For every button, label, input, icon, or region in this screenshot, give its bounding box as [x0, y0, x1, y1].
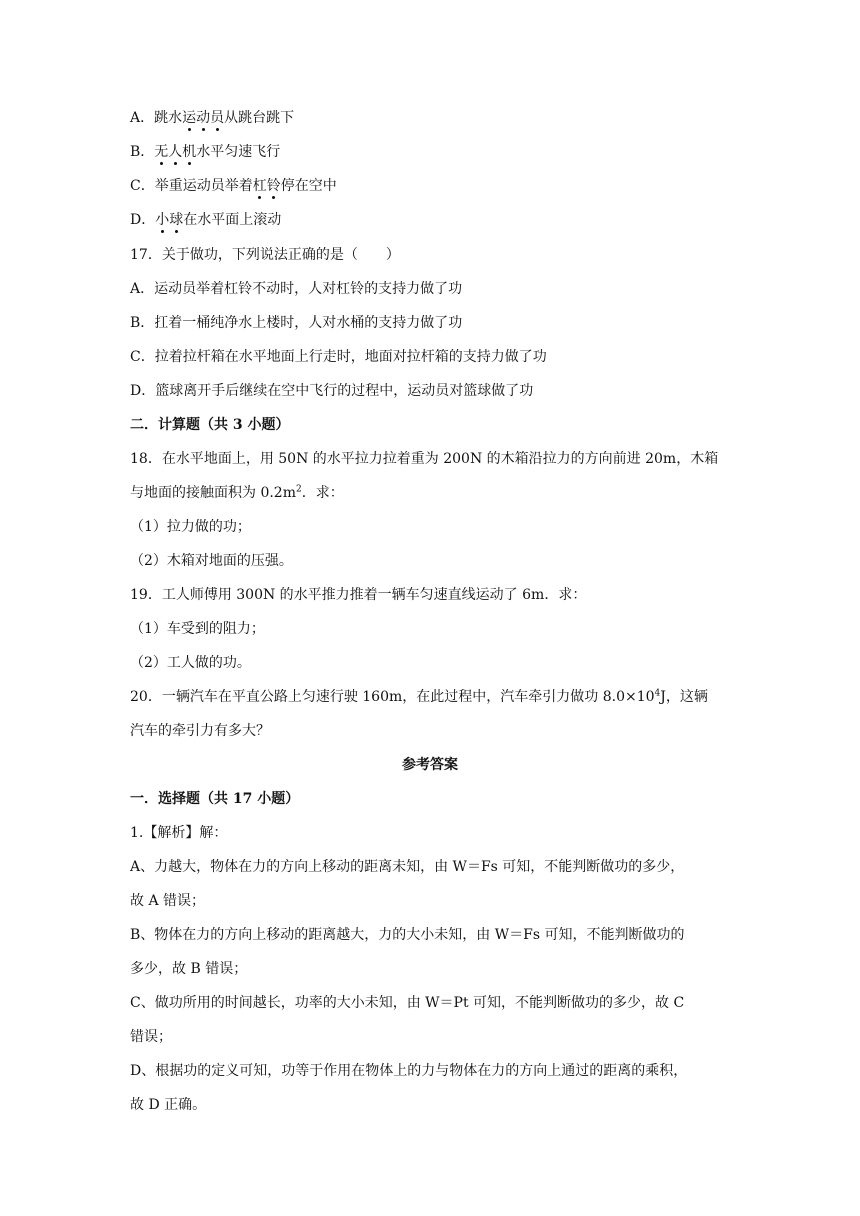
answer1-b-line1: B、物体在力的方向上移动的距离越大，力的大小未知，由 W＝Fs 可知，不能判断做功的: [130, 927, 685, 943]
answer1-a-line2: 故 A 错误；: [130, 893, 206, 909]
q18-line2: [130, 483, 344, 503]
answer1-d-line2: 故 D 正确。: [130, 1097, 207, 1113]
q17-option-d: D．篮球离开手后继续在空中飞行的过程中，运动员对篮球做了功: [130, 383, 534, 399]
q18-line2-text: 与地面的接触面积为 0.2m: [130, 485, 296, 501]
emphasis-char: 铃: [266, 178, 281, 194]
superscript: 4: [654, 688, 661, 699]
q20-line1-text: 20．一辆汽车在平直公路上匀速行驶 160m，在此过程中，汽车牵引力做功 8.0×10: [130, 689, 655, 705]
superscript: 2: [296, 484, 302, 495]
emphasis-char: 员: [210, 110, 225, 126]
emphasis-char: 动: [196, 110, 211, 126]
answer1-c-line2: 错误；: [130, 1029, 172, 1045]
q18-sub2: （2）木箱对地面的压强。: [130, 553, 293, 569]
q17-stem: 17．关于做功，下列说法正确的是（ ）: [130, 247, 400, 263]
q17-option-a: A．运动员举着杠铃不动时，人对杠铃的支持力做了功: [130, 281, 463, 297]
q18-sub1: （1）拉力做的功；: [130, 519, 251, 535]
answer1-head: 1.【解析】解：: [130, 825, 228, 841]
q16-option-a-suffix: 从跳台跳下: [224, 110, 295, 126]
q16-option-b-suffix: 水平匀速飞行: [196, 144, 281, 160]
emphasis-char: 机: [182, 144, 197, 160]
emphasis-char: 杠: [252, 178, 267, 194]
q16-option-d-suffix: 在水平面上滚动: [183, 212, 282, 228]
q19-sub2: （2）工人做的功。: [130, 655, 251, 671]
q16-option-c-suffix: 停在空中: [280, 178, 337, 194]
q16-option-a: [130, 108, 294, 128]
q19-stem: 19．工人师傅用 300N 的水平推力推着一辆车匀速直线运动了 6m．求：: [130, 587, 587, 603]
emphasis-char: 人: [168, 144, 183, 160]
answer1-d-line1: D、根据功的定义可知，功等于作用在物体上的力与物体在力的方向上通过的距离的乘积，: [130, 1063, 688, 1079]
answers-title: 参考答案: [402, 757, 458, 773]
section-heading-choice: 一．选择题（共 17 小题）: [130, 791, 300, 807]
q20-line2: 汽车的牵引力有多大？: [130, 723, 270, 739]
q20-line1-end: J，这辆: [660, 689, 708, 705]
q16-option-c-prefix: C．举重运动员举着: [130, 178, 253, 194]
q16-option-b: [130, 142, 280, 162]
q16-option-d-prefix: D．: [130, 212, 156, 228]
emphasis-char: 小: [155, 212, 170, 228]
q16-option-b-prefix: B．: [130, 144, 155, 160]
answer1-c-line1: C、做功所用的时间越长，功率的大小未知，由 W＝Pt 可知，不能判断做功的多少，故 C: [130, 995, 685, 1011]
answer1-a-line1: A、力越大，物体在力的方向上移动的距离未知，由 W＝Fs 可知，不能判断做功的多少，: [130, 859, 685, 875]
q20-line1: [130, 687, 708, 707]
q18-line1: 18．在水平地面上，用 50N 的水平拉力拉着重为 200N 的木箱沿拉力的方向前进 20m，木箱: [130, 451, 719, 467]
q16-option-d: [130, 210, 281, 230]
q17-option-b: B．扛着一桶纯净水上楼时，人对水桶的支持力做了功: [130, 315, 463, 331]
q16-option-a-prefix: A．跳水: [130, 110, 183, 126]
q17-option-c: C．拉着拉杆箱在水平地面上行走时，地面对拉杆箱的支持力做了功: [130, 349, 547, 365]
q16-option-c: [130, 176, 337, 196]
q19-sub1: （1）车受到的阻力；: [130, 621, 265, 637]
q18-line2-end: ．求：: [301, 485, 344, 501]
emphasis-char: 运: [182, 110, 197, 126]
emphasis-char: 球: [169, 212, 184, 228]
section-heading-calculation: 二．计算题（共 3 小题）: [130, 417, 290, 433]
answer1-b-line2: 多少，故 B 错误；: [130, 961, 248, 977]
emphasis-char: 无: [154, 144, 169, 160]
